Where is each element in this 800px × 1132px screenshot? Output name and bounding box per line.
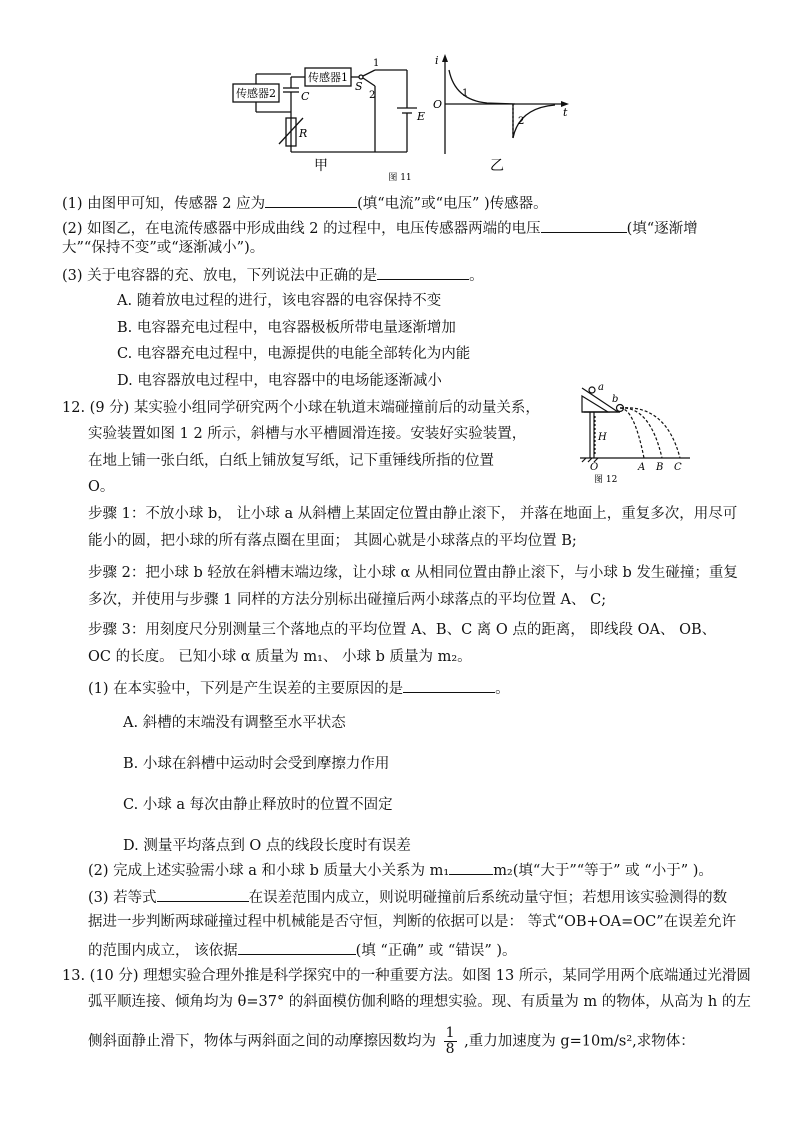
q12-part3-text-e: (填 “正确” 或 “错误” )。 <box>355 943 517 959</box>
sensor1-label: 传感器1 <box>308 71 348 84</box>
q12-option-b: B. 小球在斜槽中运动时会受到摩擦力作用 <box>123 756 390 772</box>
q11-part2-text-a: (2) 如图乙，在电流传感器中形成曲线 2 的过程中，电压传感器两端的电压 <box>62 221 541 237</box>
q12-part3 <box>88 886 727 908</box>
point-b-label: B <box>656 462 664 473</box>
switch-pos1-label: 1 <box>373 58 380 69</box>
fraction-denominator: 8 <box>445 1041 455 1057</box>
q12-line-2: 实验装置如图 1 2 所示，斜槽与水平槽圆滑连接。安装好实验装置， <box>88 426 527 442</box>
q11-part1-blank <box>265 192 357 208</box>
q12-step3-b: OC 的长度。 已知小球 α 质量为 m₁、 小球 b 质量为 m₂。 <box>88 649 472 665</box>
figure-12 <box>578 378 694 484</box>
q11-part3 <box>62 264 484 286</box>
q12-part2-blank <box>449 859 493 875</box>
q12-part3-blank-1 <box>157 886 249 902</box>
q12-part3-text-a: (3) 若等式 <box>88 890 157 906</box>
q13-line-2: 弧平顺连接、倾角均为 θ=37° 的斜面模仿伽利略的理想实验。现、有质量为 m 的物体，从高为 h 的左 <box>88 994 751 1010</box>
q12-line-1: 12. (9 分) 某实验小组同学研究两个小球在轨道末端碰撞前后的动量关系， <box>62 400 540 416</box>
q11-option-d: D. 电容器放电过程中，电容器中的电场能逐渐减小 <box>117 373 442 389</box>
ball-a-label: a <box>598 382 604 393</box>
axis-i-label: i <box>435 54 439 67</box>
q11-part2-blank <box>541 217 627 233</box>
q11-option-a: A. 随着放电过程的进行，该电容器的电容保持不变 <box>117 293 442 309</box>
q12-part3-text-b: 在误差范围内成立，则说明碰撞前后系统动量守恒；若想用该实验测得的数 <box>248 890 728 906</box>
point-c-label: C <box>674 462 682 473</box>
figure-11 <box>225 52 575 184</box>
curve2-label: 2 <box>518 116 525 127</box>
point-o-label: O <box>590 462 599 473</box>
q12-part2-text-b: m₂(填“大于”“等于” 或 “小于” )。 <box>493 863 713 879</box>
q12-part2 <box>88 859 713 881</box>
ball-b-label: b <box>612 394 619 405</box>
emf-label: E <box>417 110 426 123</box>
q12-step1-a: 步骤 1：不放小球 b， 让小球 a 从斜槽上某固定位置由静止滚下， 并落在地面上，重复多次，用尽可 <box>88 506 738 522</box>
q12-step1-b: 能小的圆，把小球的所有落点圈在里面； 其圆心就是小球落点的平均位置 B; <box>88 533 577 549</box>
figure-12-caption: 图 12 <box>594 475 618 484</box>
q11-part1 <box>62 192 548 214</box>
q11-part3-blank <box>377 264 469 280</box>
q12-option-d: D. 测量平均落点到 O 点的线段长度时有误差 <box>123 838 411 854</box>
q13-line-3-text-a: 侧斜面静止滑下，物体与两斜面之间的动摩擦因数均为 <box>88 1033 436 1050</box>
switch-label: S <box>355 80 363 93</box>
q12-step2-b: 多次，并使用与步骤 1 同样的方法分别标出碰撞后两小球落点的平均位置 A、 C; <box>88 592 607 608</box>
q11-part3-end: 。 <box>469 268 484 284</box>
point-a-label: A <box>638 462 646 473</box>
circuit-label: 甲 <box>314 158 328 174</box>
q12-part3-blank-2 <box>238 939 356 955</box>
friction-fraction <box>444 1026 457 1057</box>
q12-option-a: A. 斜槽的末端没有调整至水平状态 <box>123 715 346 731</box>
q11-part1-text-a: (1) 由图甲可知，传感器 2 应为 <box>62 196 266 212</box>
height-label: H <box>598 432 607 443</box>
q11-part2-text-c: 大”“保持不变”或“逐渐减小”)。 <box>62 240 265 256</box>
q11-option-c: C. 电容器充电过程中，电源提供的电能全部转化为内能 <box>117 346 471 362</box>
switch-pos2-label: 2 <box>369 90 376 101</box>
q12-part1-end: 。 <box>495 681 510 697</box>
resistor-label: R <box>299 127 308 140</box>
q12-part3-cont-1: 据进一步判断两球碰撞过程中机械能是否守恒，判断的依据可以是： 等式“OB+OA=OC”在误差允许 <box>88 914 737 930</box>
q12-line-3: 在地上铺一张白纸，白纸上铺放复写纸，记下重锤线所指的位置 <box>88 453 494 469</box>
q12-step2-a: 步骤 2：把小球 b 轻放在斜槽末端边缘，让小球 α 从相同位置由静止滚下，与小球 b 发生碰撞；重复 <box>88 565 738 581</box>
q12-part1 <box>88 677 510 699</box>
q12-line-4: O。 <box>88 479 115 495</box>
q13-line-3-text-b: ,重力加速度为 g=10m/s²,求物体： <box>464 1033 695 1050</box>
figure-11-caption: 图 11 <box>388 173 412 183</box>
curve1-label: 1 <box>462 88 469 99</box>
q12-part1-blank <box>403 677 495 693</box>
q11-part3-text: (3) 关于电容器的充、放电，下列说法中正确的是 <box>62 268 378 284</box>
q13-line-1: 13. (10 分) 理想实验合理外推是科学探究中的一种重要方法。如图 13 所示，某同学用两个底端通过光滑圆 <box>62 968 751 984</box>
axis-t-label: t <box>563 106 568 119</box>
graph-label: 乙 <box>490 158 504 174</box>
sensor2-label: 传感器2 <box>236 87 276 100</box>
q12-part1-text: (1) 在本实验中，下列是产生误差的主要原因的是 <box>88 681 404 697</box>
capacitor-label: C <box>301 90 310 103</box>
origin-label: O <box>433 98 443 111</box>
q12-part2-text-a: (2) 完成上述实验需小球 a 和小球 b 质量大小关系为 m₁ <box>88 863 450 879</box>
fraction-numerator: 1 <box>445 1025 455 1041</box>
q11-part2-text-b: (填“逐渐增 <box>626 221 698 237</box>
q13-line-3 <box>88 1026 695 1057</box>
q11-part1-text-b: (填“电流”或“电压” )传感器。 <box>357 196 548 212</box>
q12-part3-text-d: 的范围内成立， 该依据 <box>88 943 238 959</box>
q12-part3-cont-2 <box>88 939 517 961</box>
q11-option-b: B. 电容器充电过程中，电容器极板所带电量逐渐增加 <box>117 320 456 336</box>
q12-option-c: C. 小球 a 每次由静止释放时的位置不固定 <box>123 797 393 813</box>
q12-step3-a: 步骤 3：用刻度尺分别测量三个落地点的平均位置 A、B、C 离 O 点的距离， 即线段 OA、 OB、 <box>88 622 717 638</box>
q11-part2 <box>62 217 698 239</box>
q11-part2-cont <box>62 238 264 258</box>
